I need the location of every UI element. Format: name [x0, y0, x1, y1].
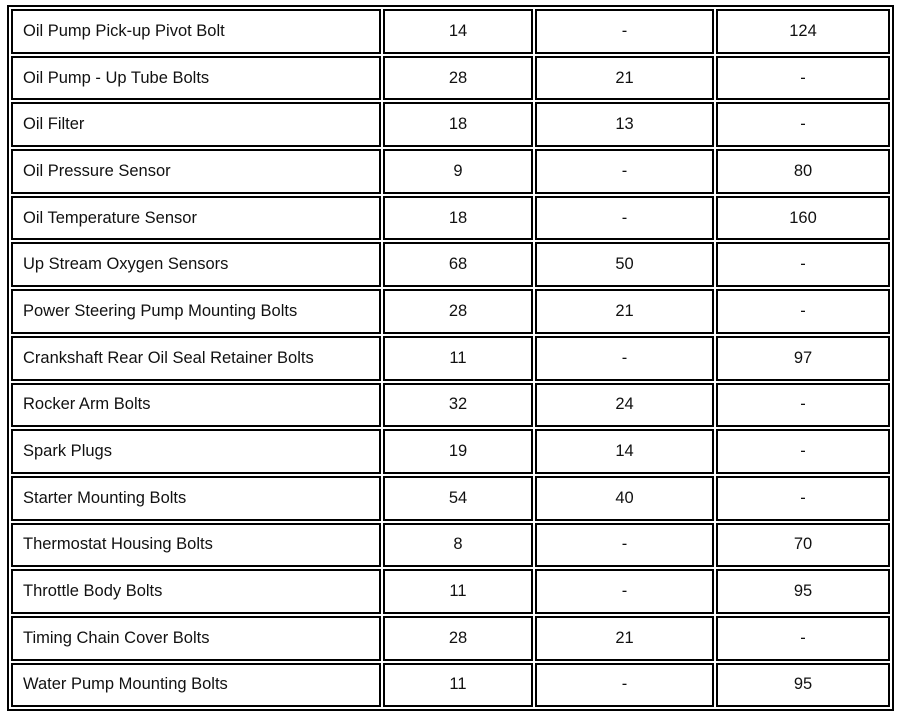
torque-spec-table	[7, 5, 894, 711]
nm-cell: 11	[383, 336, 533, 381]
lbft-cell: -	[535, 149, 714, 194]
nm-cell: 9	[383, 149, 533, 194]
item-cell: Timing Chain Cover Bolts	[11, 616, 381, 661]
lbin-cell: 160	[716, 196, 890, 241]
nm-cell: 11	[383, 663, 533, 708]
lbft-cell: 14	[535, 429, 714, 474]
table-row	[11, 196, 890, 241]
nm-cell: 28	[383, 56, 533, 101]
nm-cell: 19	[383, 429, 533, 474]
nm-cell: 28	[383, 289, 533, 334]
lbin-cell: -	[716, 56, 890, 101]
item-cell: Throttle Body Bolts	[11, 569, 381, 614]
item-cell: Rocker Arm Bolts	[11, 383, 381, 428]
item-cell: Starter Mounting Bolts	[11, 476, 381, 521]
table-row	[11, 149, 890, 194]
item-cell: Oil Filter	[11, 102, 381, 147]
lbin-cell: -	[716, 616, 890, 661]
lbft-cell: -	[535, 663, 714, 708]
lbin-cell: -	[716, 476, 890, 521]
item-cell: Oil Pump Pick-up Pivot Bolt	[11, 9, 381, 54]
lbft-cell: 21	[535, 289, 714, 334]
nm-cell: 18	[383, 102, 533, 147]
lbft-cell: -	[535, 336, 714, 381]
lbft-cell: -	[535, 569, 714, 614]
lbin-cell: -	[716, 383, 890, 428]
lbin-cell: 80	[716, 149, 890, 194]
lbft-cell: -	[535, 9, 714, 54]
lbin-cell: -	[716, 102, 890, 147]
lbft-cell: 24	[535, 383, 714, 428]
item-cell: Up Stream Oxygen Sensors	[11, 242, 381, 287]
lbin-cell: 95	[716, 569, 890, 614]
table-row	[11, 616, 890, 661]
table-row	[11, 242, 890, 287]
item-cell: Thermostat Housing Bolts	[11, 523, 381, 568]
item-cell: Power Steering Pump Mounting Bolts	[11, 289, 381, 334]
lbin-cell: 70	[716, 523, 890, 568]
nm-cell: 32	[383, 383, 533, 428]
nm-cell: 11	[383, 569, 533, 614]
lbin-cell: 97	[716, 336, 890, 381]
nm-cell: 28	[383, 616, 533, 661]
item-cell: Crankshaft Rear Oil Seal Retainer Bolts	[11, 336, 381, 381]
nm-cell: 54	[383, 476, 533, 521]
lbin-cell: -	[716, 289, 890, 334]
table-row	[11, 569, 890, 614]
nm-cell: 68	[383, 242, 533, 287]
table-row	[11, 523, 890, 568]
table-row	[11, 383, 890, 428]
lbft-cell: 21	[535, 56, 714, 101]
item-cell: Oil Pump - Up Tube Bolts	[11, 56, 381, 101]
lbft-cell: 13	[535, 102, 714, 147]
table-row	[11, 429, 890, 474]
table-row	[11, 56, 890, 101]
item-cell: Oil Temperature Sensor	[11, 196, 381, 241]
table-body	[11, 9, 890, 707]
nm-cell: 18	[383, 196, 533, 241]
lbft-cell: -	[535, 523, 714, 568]
table-row	[11, 336, 890, 381]
nm-cell: 8	[383, 523, 533, 568]
nm-cell: 14	[383, 9, 533, 54]
lbft-cell: 40	[535, 476, 714, 521]
table-row	[11, 9, 890, 54]
lbin-cell: -	[716, 429, 890, 474]
item-cell: Oil Pressure Sensor	[11, 149, 381, 194]
lbin-cell: -	[716, 242, 890, 287]
lbft-cell: 50	[535, 242, 714, 287]
item-cell: Spark Plugs	[11, 429, 381, 474]
lbin-cell: 95	[716, 663, 890, 708]
item-cell: Water Pump Mounting Bolts	[11, 663, 381, 708]
table-row	[11, 476, 890, 521]
lbft-cell: -	[535, 196, 714, 241]
lbin-cell: 124	[716, 9, 890, 54]
lbft-cell: 21	[535, 616, 714, 661]
table-row	[11, 663, 890, 708]
table-row	[11, 289, 890, 334]
table-row	[11, 102, 890, 147]
